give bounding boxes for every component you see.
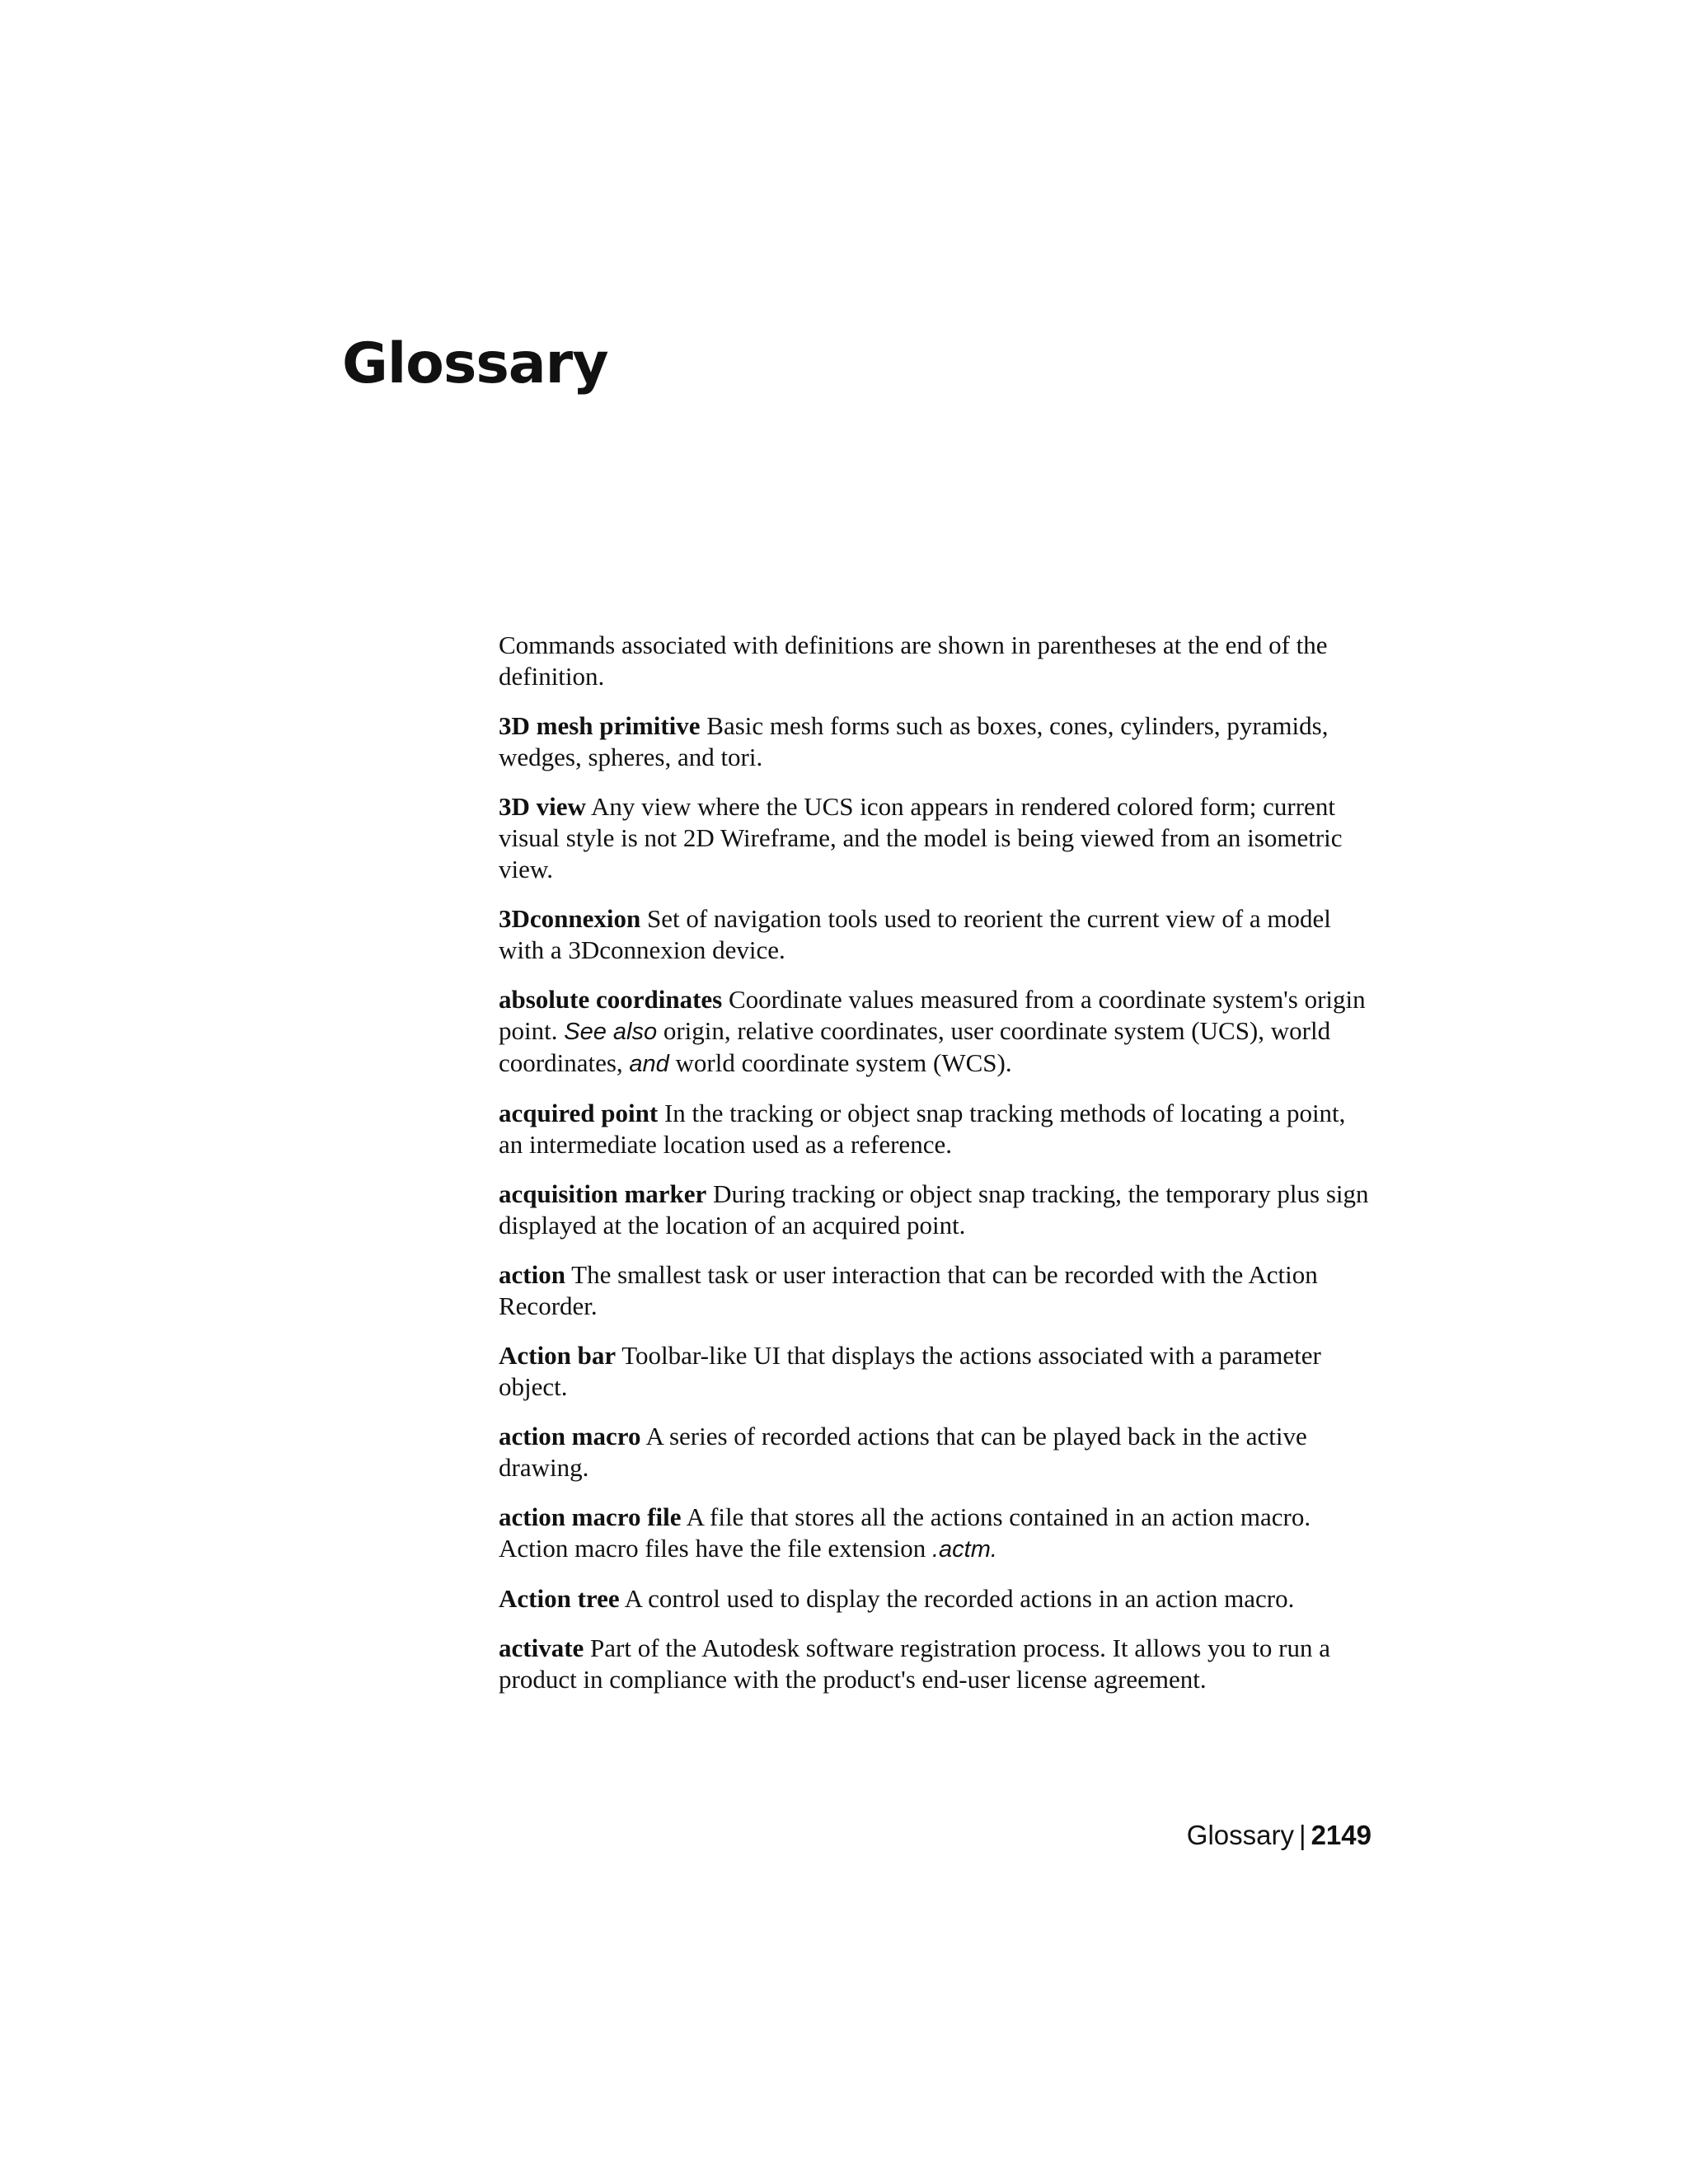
glossary-entry	[499, 710, 1372, 773]
glossary-entry	[499, 1421, 1372, 1483]
entry-term: activate	[499, 1633, 584, 1662]
entry-definition: Coordinate values measured from a coordinate system's origin point.	[499, 985, 1366, 1045]
entry-term: Action bar	[499, 1341, 617, 1370]
entry-term: 3D view	[499, 792, 586, 821]
glossary-entry	[499, 1259, 1372, 1322]
glossary-entry	[499, 1633, 1372, 1695]
entry-term: 3D mesh primitive	[499, 711, 701, 740]
entry-definition: Toolbar-like UI that displays the actions associated with a parameter object.	[499, 1341, 1321, 1401]
entry-term: Action tree	[499, 1584, 620, 1613]
and-label: and	[629, 1051, 669, 1077]
glossary-entry	[499, 1179, 1372, 1241]
entry-definition: Part of the Autodesk software registration process. It allows you to run a product in compliance with the product's end-user license agreement.	[499, 1633, 1330, 1694]
footer-section: Glossary	[1186, 1820, 1294, 1850]
entry-definition: In the tracking or object snap tracking methods of locating a point, an intermediate location used as a reference.	[499, 1099, 1346, 1159]
entry-definition: A series of recorded actions that can be played back in the active drawing.	[499, 1422, 1307, 1482]
entry-term: action macro file	[499, 1502, 682, 1531]
entry-term: acquired point	[499, 1099, 659, 1127]
page-footer	[1187, 1819, 1372, 1852]
entry-definition: Basic mesh forms such as boxes, cones, cylinders, pyramids, wedges, spheres, and tori.	[499, 711, 1329, 771]
footer-separator: |	[1299, 1820, 1306, 1850]
glossary-entry	[499, 903, 1372, 966]
entry-definition: Any view where the UCS icon appears in rendered colored form; current visual style is not 2D Wireframe, and the model is being viewed from an isometric view.	[499, 792, 1343, 883]
glossary-entry	[499, 1340, 1372, 1403]
entry-definition: Set of navigation tools used to reorient the current view of a model with a 3Dconnexion device.	[499, 904, 1331, 964]
entry-definition: A file that stores all the actions contained in an action macro. Action macro files have the file extension	[499, 1502, 1311, 1563]
intro-paragraph: Commands associated with definitions are shown in parentheses at the end of the definition.	[499, 630, 1328, 691]
glossary-content	[499, 630, 1372, 1713]
entry-definition: The smallest task or user interaction that can be recorded with the Action Recorder.	[499, 1260, 1318, 1320]
glossary-entry	[499, 1098, 1372, 1160]
entry-definition-cont: origin, relative coordinates, user coordinate system (UCS), world coordinates,	[499, 1016, 1331, 1077]
page-title: Glossary	[342, 331, 608, 396]
page-number: 2149	[1311, 1820, 1372, 1850]
entry-definition-end: world coordinate system (WCS).	[675, 1048, 1012, 1077]
see-also-label: See also	[564, 1019, 658, 1045]
glossary-entry	[499, 1502, 1372, 1565]
entry-definition: A control used to display the recorded actions in an action macro.	[624, 1584, 1295, 1613]
entry-term: action macro	[499, 1422, 641, 1451]
glossary-entry	[499, 984, 1372, 1080]
file-extension: .actm.	[931, 1536, 997, 1563]
entry-definition: During tracking or object snap tracking, the temporary plus sign displayed at the location of an acquired point.	[499, 1179, 1369, 1240]
entry-term: absolute coordinates	[499, 985, 723, 1014]
glossary-entry	[499, 1583, 1372, 1615]
entry-term: acquisition marker	[499, 1179, 707, 1208]
entry-term: 3Dconnexion	[499, 904, 641, 933]
entry-term: action	[499, 1260, 565, 1289]
glossary-entry	[499, 791, 1372, 885]
